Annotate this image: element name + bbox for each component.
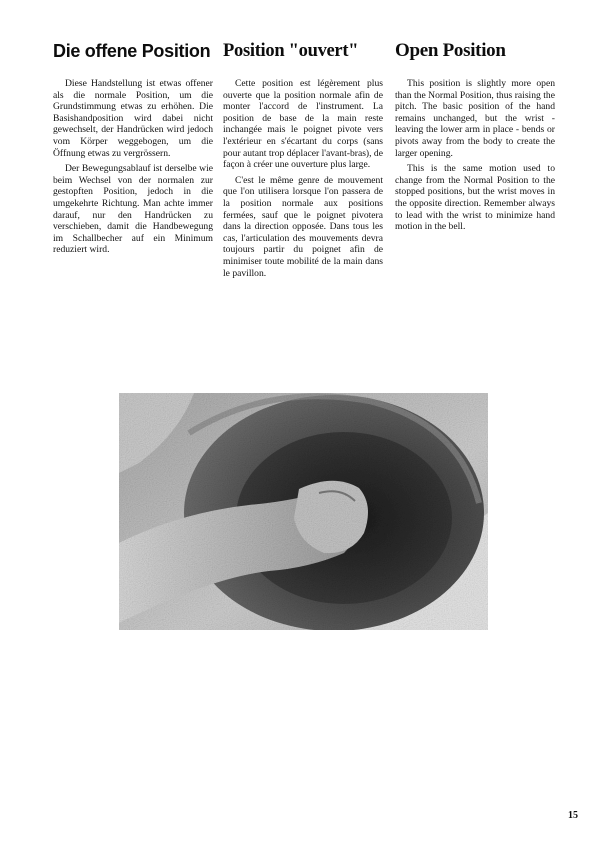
- page-number: 15: [568, 810, 578, 821]
- horn-bell-hand-photo: [119, 393, 488, 630]
- english-paragraph-2: This is the same motion used to change from the Normal Position to the stopped positions, but the wrist moves in the opposite direction. Remember always to lead with the wrist to minimize hand motion in the bell.: [395, 163, 555, 233]
- french-paragraph-2: C'est le même genre de mouvement que l'on utilisera lorsque l'on passera de la position normale aux positions fermées, sauf que le poignet pivotera dans la direction opposée. Dans tous les cas, l'articulation des mouvements devra toujours partir du poignet afin de minimiser toute mobilité de la main dans le pavillon.: [223, 174, 383, 279]
- text-columns: [53, 40, 558, 280]
- german-paragraph-1: Diese Handstellung ist etwas offener als die normale Position, um die Grundstimmung etwas zu erhöhen. Die Basishandposition wird dabei nicht gewechselt, der Handrücken wird jedoch vom Körper weggebogen, um die Öffnung etwas zu vergrössern.: [53, 78, 213, 159]
- english-column: [395, 40, 555, 237]
- french-column: [223, 40, 383, 283]
- english-paragraph-1: This position is slightly more open than the Normal Position, thus raising the pitch. The basic position of the hand remains unchanged, but the wrist - leaving the lower arm in place - bends or pivots away from the body to create the larger opening.: [395, 78, 555, 159]
- german-column: [53, 40, 213, 260]
- english-heading: Open Position: [395, 40, 506, 61]
- french-heading: Position "ouvert": [223, 41, 359, 61]
- german-paragraph-2: Der Bewegungsablauf ist derselbe wie beim Wechsel von der normalen zur gestopften Position, jedoch in die umgekehrte Richtung. Man achte immer darauf, nur den Handrücken zu verschieben, damit die Handbewegung im Schallbecher auf ein Minimum reduziert wird.: [53, 163, 213, 256]
- french-paragraph-1: Cette position est légèrement plus ouverte que la position normale afin de monter l'accord de l'instrument. La position de base de la main reste inchangée mais le poignet pivote vers l'extérieur en s'écartant du corps (sans pour autant trop déplacer l'avant-bras), de façon à créer une ouverture plus large.: [223, 78, 383, 171]
- german-heading: Die offene Position: [53, 41, 211, 61]
